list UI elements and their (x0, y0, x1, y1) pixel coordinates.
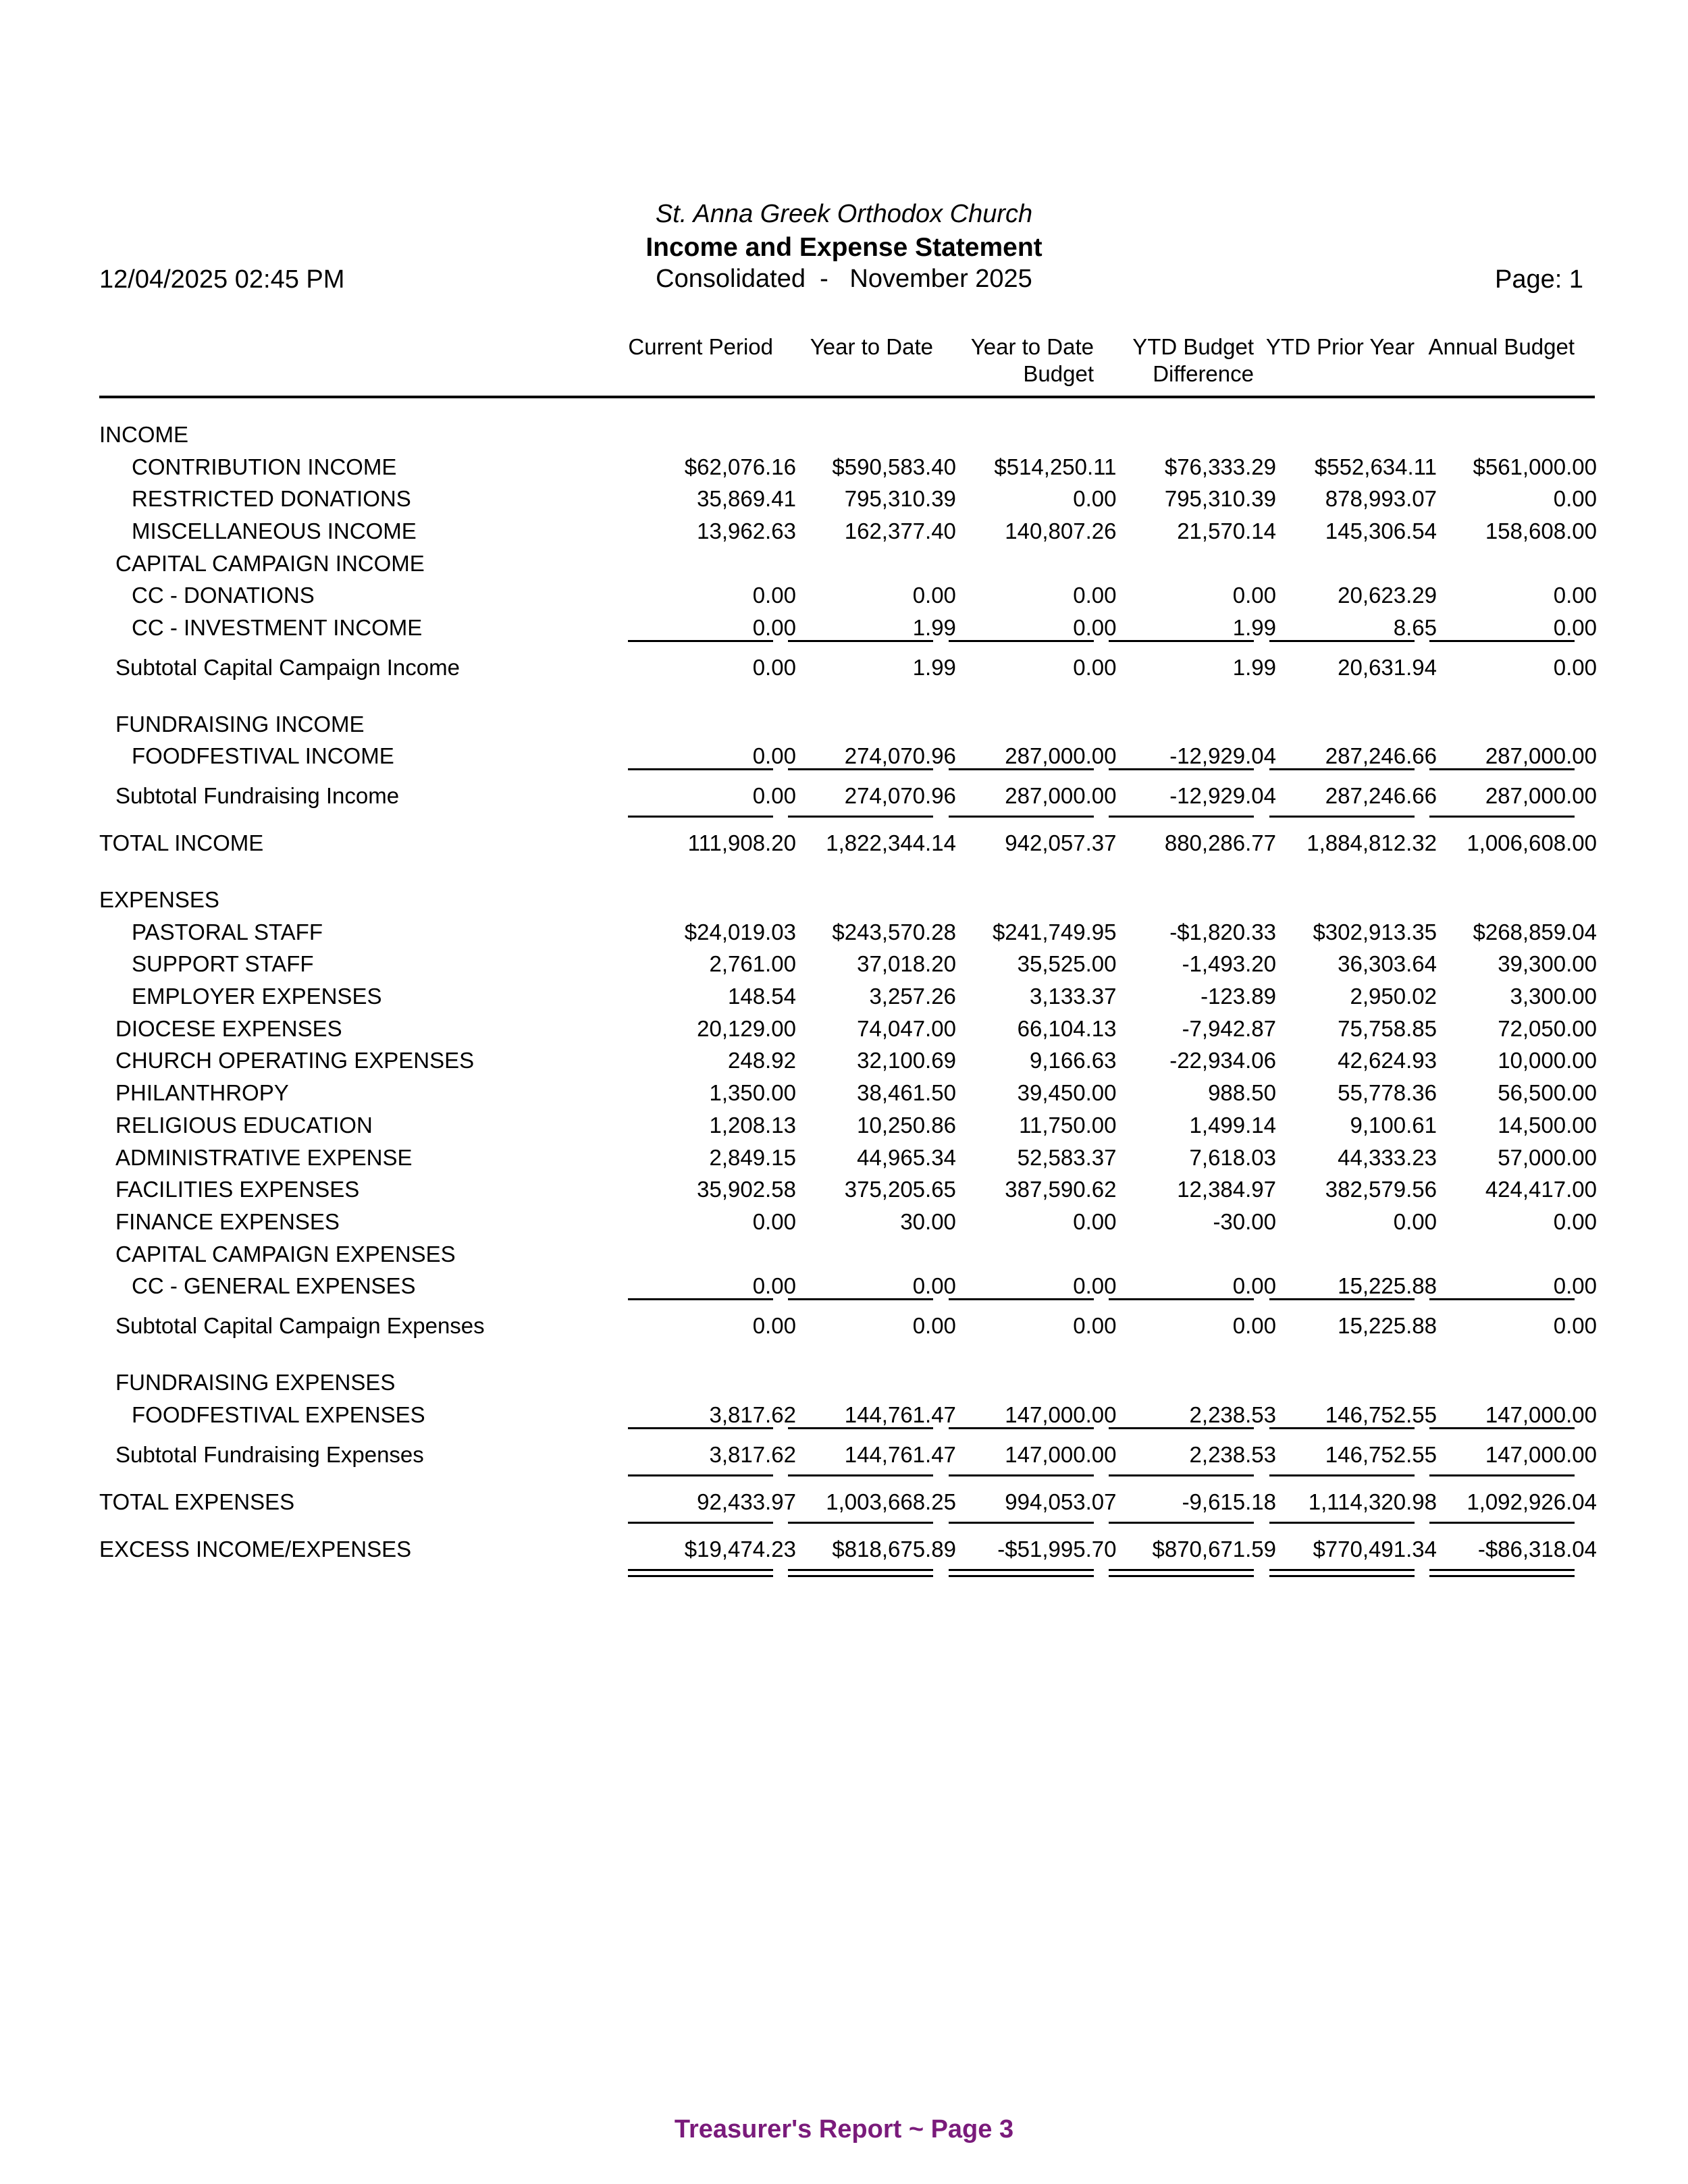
amount-cell: $62,076.16 (684, 454, 796, 479)
amount-cell: 387,590.62 (1005, 1177, 1117, 1202)
amount-cell: 12,384.97 (1177, 1177, 1277, 1202)
amount-cell (1438, 548, 1598, 580)
amount-cell (1277, 419, 1438, 451)
amount-cell (957, 691, 1118, 708)
column-header (810, 334, 933, 361)
amount-cell: 1,208.13 (709, 1112, 796, 1138)
row-label: MISCELLANEOUS INCOME (132, 518, 417, 543)
amount-cell: 148.54 (728, 984, 796, 1009)
column-header-line: Year to Date (970, 334, 1094, 359)
statement-row (99, 820, 1598, 867)
amount-cell: 0.00 (752, 614, 796, 640)
amount-cell: $268,859.04 (1473, 919, 1597, 944)
row-label: SUPPORT STAFF (132, 951, 314, 977)
amount-cell (957, 1350, 1118, 1366)
amount-cell (657, 884, 797, 916)
amount-cell: 2,761.00 (709, 951, 796, 977)
amount-cell (797, 548, 957, 580)
amount-cell (1438, 691, 1598, 708)
amount-cell: 147,000.00 (1485, 1402, 1597, 1427)
amount-cell: 55,778.36 (1338, 1080, 1437, 1106)
statement-row (99, 1206, 1598, 1238)
row-label: CAPITAL CAMPAIGN EXPENSES (115, 1241, 456, 1267)
amount-cell: -22,934.06 (1169, 1048, 1277, 1073)
amount-cell: 147,000.00 (1485, 1441, 1597, 1467)
amount-cell: $24,019.03 (684, 919, 796, 944)
amount-cell: 10,000.00 (1498, 1048, 1597, 1073)
amount-cell: $870,671.59 (1152, 1536, 1277, 1562)
row-label: Subtotal Capital Campaign Expenses (115, 1313, 485, 1339)
row-label: EXCESS INCOME/EXPENSES (99, 1536, 412, 1562)
amount-cell: 0.00 (1073, 583, 1117, 608)
amount-cell: 144,761.47 (844, 1402, 956, 1427)
statement-row (99, 708, 1598, 741)
amount-cell: -12,929.04 (1169, 743, 1277, 769)
amount-cell: 9,100.61 (1350, 1112, 1437, 1138)
statement-row (99, 949, 1598, 981)
amount-cell (657, 548, 797, 580)
amount-cell: 30.00 (900, 1208, 956, 1234)
statement-row (99, 1238, 1598, 1271)
amount-cell (1277, 691, 1438, 708)
amount-cell: 13,962.63 (697, 518, 796, 543)
amount-cell: 3,817.62 (709, 1441, 796, 1467)
amount-cell: 0.00 (752, 1313, 796, 1339)
amount-cell (1438, 1366, 1598, 1399)
row-label (99, 691, 657, 708)
amount-cell: 0.00 (912, 1313, 956, 1339)
row-label: FUNDRAISING EXPENSES (115, 1369, 396, 1395)
amount-cell: 795,310.39 (1164, 486, 1277, 512)
amount-cell: 0.00 (1553, 654, 1597, 680)
amount-cell: 424,417.00 (1485, 1177, 1597, 1202)
amount-cell (657, 1366, 797, 1399)
amount-cell: -$51,995.70 (997, 1536, 1117, 1562)
amount-cell: 146,752.55 (1325, 1402, 1437, 1427)
amount-cell: 2,950.02 (1350, 984, 1437, 1009)
amount-cell: 20,631.94 (1338, 654, 1437, 680)
amount-cell: 0.00 (1553, 583, 1597, 608)
amount-cell: 1.99 (1232, 654, 1277, 680)
amount-cell (657, 1238, 797, 1271)
amount-cell: 287,246.66 (1325, 743, 1437, 769)
amount-cell: 3,257.26 (869, 984, 956, 1009)
amount-cell: 382,579.56 (1325, 1177, 1437, 1202)
amount-cell: 0.00 (752, 783, 796, 809)
amount-cell: 2,238.53 (1189, 1402, 1277, 1427)
printed-timestamp: 12/04/2025 02:45 PM (99, 265, 345, 294)
amount-cell: 0.00 (1553, 1273, 1597, 1299)
amount-cell: 72,050.00 (1498, 1015, 1597, 1041)
column-header-line: Current Period (628, 334, 773, 359)
amount-cell (1438, 708, 1598, 741)
amount-cell: -9,615.18 (1182, 1489, 1277, 1514)
amount-cell: 147,000.00 (1005, 1402, 1117, 1427)
page-number: Page: 1 (1495, 265, 1583, 294)
amount-cell: 44,333.23 (1338, 1144, 1437, 1170)
amount-cell: 11,750.00 (1019, 1112, 1117, 1138)
column-header-line: Year to Date (810, 334, 933, 359)
statement-row (99, 1077, 1598, 1109)
amount-cell (1277, 1238, 1438, 1271)
amount-cell: 0.00 (1553, 614, 1597, 640)
amount-cell: 147,000.00 (1005, 1441, 1117, 1467)
amount-cell: $241,749.95 (992, 919, 1117, 944)
amount-cell: 0.00 (1232, 583, 1277, 608)
amount-cell: 2,849.15 (709, 1144, 796, 1170)
amount-cell: 92,433.97 (697, 1489, 796, 1514)
amount-cell: 1,499.14 (1189, 1112, 1277, 1138)
amount-cell (1438, 1350, 1598, 1366)
amount-cell (1277, 867, 1438, 884)
amount-cell: 44,965.34 (857, 1144, 956, 1170)
amount-cell: 0.00 (1073, 1313, 1117, 1339)
amount-cell (657, 708, 797, 741)
statement-row (99, 612, 1598, 644)
amount-cell: 287,246.66 (1325, 783, 1437, 809)
amount-cell: 8.65 (1393, 614, 1437, 640)
amount-cell: 66,104.13 (1017, 1015, 1117, 1041)
row-label: INCOME (99, 421, 188, 447)
amount-cell: -7,942.87 (1182, 1015, 1277, 1041)
statement-row (99, 1399, 1598, 1431)
amount-cell: 287,000.00 (1485, 743, 1597, 769)
row-label: CAPITAL CAMPAIGN INCOME (115, 550, 425, 576)
amount-cell: $552,634.11 (1314, 454, 1437, 479)
statement-row (99, 483, 1598, 515)
statement-row (99, 884, 1598, 916)
statement-row (99, 1366, 1598, 1399)
footer-text: Treasurer's Report ~ Page 3 (674, 2115, 1014, 2143)
amount-cell: 144,761.47 (844, 1441, 956, 1467)
amount-cell (1438, 1238, 1598, 1271)
amount-cell (1438, 419, 1598, 451)
column-header-line: Difference (1153, 361, 1254, 386)
amount-cell: 15,225.88 (1338, 1273, 1437, 1299)
amount-cell (1438, 884, 1598, 916)
amount-cell: $561,000.00 (1473, 454, 1597, 479)
amount-cell: 0.00 (752, 743, 796, 769)
amount-cell: $19,474.23 (684, 1536, 796, 1562)
amount-cell: 1.99 (1232, 614, 1277, 640)
amount-cell (1277, 884, 1438, 916)
statement-row (99, 1526, 1598, 1573)
amount-cell (797, 419, 957, 451)
statement-row (99, 1013, 1598, 1045)
amount-cell (957, 548, 1118, 580)
amount-cell: 145,306.54 (1325, 518, 1437, 543)
row-label (99, 1350, 657, 1366)
amount-cell: 287,000.00 (1005, 783, 1117, 809)
row-label: RESTRICTED DONATIONS (132, 486, 411, 512)
row-label: CC - GENERAL EXPENSES (132, 1273, 416, 1299)
column-header (1266, 334, 1415, 361)
amount-cell: -$86,318.04 (1477, 1536, 1597, 1562)
column-header-line: Annual Budget (1428, 334, 1575, 359)
amount-cell (797, 884, 957, 916)
amount-cell: 3,817.62 (709, 1402, 796, 1427)
amount-cell: 375,205.65 (844, 1177, 956, 1202)
amount-cell (657, 419, 797, 451)
statement-row (99, 1109, 1598, 1142)
amount-cell: 0.00 (752, 654, 796, 680)
amount-cell: 146,752.55 (1325, 1441, 1437, 1467)
statement-row (99, 579, 1598, 612)
amount-cell: 0.00 (1073, 1273, 1117, 1299)
amount-cell: 0.00 (1232, 1313, 1277, 1339)
amount-cell: -30.00 (1213, 1208, 1277, 1234)
statement-row (99, 1350, 1598, 1366)
row-label: RELIGIOUS EDUCATION (115, 1112, 373, 1138)
statement-table (99, 419, 1598, 1573)
amount-cell: 1.99 (912, 654, 956, 680)
statement-row (99, 548, 1598, 580)
amount-cell: $243,570.28 (832, 919, 956, 944)
amount-cell: 38,461.50 (857, 1080, 956, 1106)
amount-cell: 32,100.69 (857, 1048, 956, 1073)
row-label: DIOCESE EXPENSES (115, 1015, 342, 1041)
organization-name: St. Anna Greek Orthodox Church (655, 200, 1033, 228)
amount-cell: 57,000.00 (1498, 1144, 1597, 1170)
row-label: CONTRIBUTION INCOME (132, 454, 397, 479)
amount-cell: 1,822,344.14 (826, 830, 956, 856)
row-label: CC - DONATIONS (132, 583, 315, 608)
amount-cell (797, 708, 957, 741)
report-subtitle: Consolidated - November 2025 (656, 265, 1032, 293)
amount-cell: 0.00 (1232, 1273, 1277, 1299)
amount-cell: 0.00 (1073, 654, 1117, 680)
header-divider (99, 396, 1595, 398)
statement-row (99, 772, 1598, 820)
amount-cell: 795,310.39 (844, 486, 956, 512)
amount-cell: 1,006,608.00 (1467, 830, 1597, 856)
amount-cell (957, 867, 1118, 884)
amount-cell: 880,286.77 (1164, 830, 1277, 856)
report-title: Income and Expense Statement (645, 233, 1043, 262)
amount-cell: 0.00 (1553, 1208, 1597, 1234)
amount-cell: $302,913.35 (1313, 919, 1437, 944)
amount-cell (1117, 884, 1277, 916)
statement-row (99, 1479, 1598, 1526)
amount-cell (657, 691, 797, 708)
amount-cell: -1,493.20 (1182, 951, 1277, 977)
amount-cell: 994,053.07 (1005, 1489, 1117, 1514)
statement-row (99, 1302, 1598, 1350)
row-label: EMPLOYER EXPENSES (132, 984, 382, 1009)
amount-cell: 942,057.37 (1005, 830, 1117, 856)
amount-cell: 35,869.41 (697, 486, 796, 512)
amount-cell: 42,624.93 (1338, 1048, 1437, 1073)
amount-cell: 0.00 (912, 1273, 956, 1299)
amount-cell: -$1,820.33 (1169, 919, 1277, 944)
amount-cell (1117, 867, 1277, 884)
statement-row (99, 1431, 1598, 1479)
amount-cell (1117, 708, 1277, 741)
amount-cell: $590,583.40 (832, 454, 956, 479)
amount-cell: 20,623.29 (1338, 583, 1437, 608)
amount-cell (1117, 1350, 1277, 1366)
amount-cell: 0.00 (752, 1273, 796, 1299)
amount-cell: 14,500.00 (1498, 1112, 1597, 1138)
amount-cell: 1,350.00 (709, 1080, 796, 1106)
amount-cell (657, 1350, 797, 1366)
statement-row (99, 980, 1598, 1013)
amount-cell: 878,993.07 (1325, 486, 1437, 512)
amount-cell: 36,303.64 (1338, 951, 1437, 977)
amount-cell: 37,018.20 (857, 951, 956, 977)
amount-cell: 75,758.85 (1338, 1015, 1437, 1041)
row-label: FOODFESTIVAL EXPENSES (132, 1402, 425, 1427)
amount-cell: 3,133.37 (1029, 984, 1117, 1009)
amount-cell: 2,238.53 (1189, 1441, 1277, 1467)
amount-cell: 287,000.00 (1005, 743, 1117, 769)
amount-cell: 274,070.96 (844, 783, 956, 809)
row-label: Subtotal Capital Campaign Income (115, 654, 460, 680)
statement-row (99, 867, 1598, 884)
amount-cell (657, 867, 797, 884)
amount-cell: 988.50 (1208, 1080, 1277, 1106)
row-label: Subtotal Fundraising Expenses (115, 1441, 424, 1467)
statement-row (99, 916, 1598, 949)
statement-row (99, 515, 1598, 548)
row-label (99, 867, 657, 884)
amount-cell: 162,377.40 (844, 518, 956, 543)
amount-cell: 0.00 (1393, 1208, 1437, 1234)
amount-cell: 0.00 (1073, 1208, 1117, 1234)
statement-row (99, 1270, 1598, 1302)
column-header-line: YTD Budget (1132, 334, 1254, 359)
amount-cell (1277, 1366, 1438, 1399)
amount-cell (797, 1350, 957, 1366)
amount-cell: 1,092,926.04 (1467, 1489, 1597, 1514)
statement-row (99, 451, 1598, 483)
amount-cell: -123.89 (1201, 984, 1277, 1009)
column-header (971, 334, 1094, 388)
amount-cell (797, 691, 957, 708)
amount-cell: 0.00 (752, 583, 796, 608)
amount-cell (957, 708, 1118, 741)
amount-cell: 52,583.37 (1017, 1144, 1117, 1170)
amount-cell: 7,618.03 (1189, 1144, 1277, 1170)
statement-row (99, 691, 1598, 708)
row-label: PHILANTHROPY (115, 1080, 289, 1106)
amount-cell: 0.00 (1073, 486, 1117, 512)
amount-cell: 56,500.00 (1498, 1080, 1597, 1106)
amount-cell: 1,114,320.98 (1308, 1489, 1437, 1514)
statement-row (99, 644, 1598, 691)
column-header-line: Budget (1023, 361, 1094, 386)
amount-cell: $770,491.34 (1313, 1536, 1437, 1562)
amount-cell (797, 867, 957, 884)
amount-cell: 1,884,812.32 (1307, 830, 1437, 856)
amount-cell: 20,129.00 (697, 1015, 796, 1041)
statement-row (99, 1142, 1598, 1174)
amount-cell (1117, 691, 1277, 708)
row-label: Subtotal Fundraising Income (115, 783, 400, 809)
row-label: EXPENSES (99, 887, 219, 913)
amount-cell (1117, 1238, 1277, 1271)
row-label: FINANCE EXPENSES (115, 1208, 340, 1234)
amount-cell (957, 1366, 1118, 1399)
amount-cell: 35,902.58 (697, 1177, 796, 1202)
amount-cell: 39,300.00 (1498, 951, 1597, 977)
amount-cell: 287,000.00 (1485, 783, 1597, 809)
amount-cell: 0.00 (752, 1208, 796, 1234)
amount-cell: 21,570.14 (1177, 518, 1277, 543)
statement-row (99, 741, 1598, 773)
amount-cell (957, 419, 1118, 451)
amount-cell: $818,675.89 (832, 1536, 956, 1562)
column-header (1132, 334, 1254, 388)
amount-cell: -12,929.04 (1169, 783, 1277, 809)
amount-cell (1277, 708, 1438, 741)
row-label: CHURCH OPERATING EXPENSES (115, 1048, 475, 1073)
amount-cell: 10,250.86 (857, 1112, 956, 1138)
amount-cell: 15,225.88 (1338, 1313, 1437, 1339)
column-header (1428, 334, 1575, 361)
row-label: PASTORAL STAFF (132, 919, 323, 944)
column-header-line: YTD Prior Year (1265, 334, 1415, 359)
amount-cell: 1.99 (912, 614, 956, 640)
amount-cell (1117, 419, 1277, 451)
amount-cell (957, 1238, 1118, 1271)
amount-cell: 0.00 (1553, 486, 1597, 512)
amount-cell: 111,908.20 (687, 830, 796, 856)
amount-cell: 9,166.63 (1029, 1048, 1117, 1073)
row-label: TOTAL EXPENSES (99, 1489, 295, 1514)
amount-cell (1117, 548, 1277, 580)
amount-cell: 35,525.00 (1017, 951, 1117, 977)
row-label: TOTAL INCOME (99, 830, 264, 856)
row-label: FACILITIES EXPENSES (115, 1177, 360, 1202)
amount-cell: 140,807.26 (1005, 518, 1117, 543)
amount-cell: 74,047.00 (857, 1015, 956, 1041)
row-label: FUNDRAISING INCOME (115, 711, 365, 737)
amount-cell: 1,003,668.25 (826, 1489, 956, 1514)
amount-cell: 0.00 (912, 583, 956, 608)
amount-cell: 0.00 (1553, 1313, 1597, 1339)
column-header (628, 334, 773, 361)
statement-row (99, 1173, 1598, 1206)
amount-cell: 39,450.00 (1017, 1080, 1117, 1106)
row-label: CC - INVESTMENT INCOME (132, 614, 423, 640)
amount-cell: 3,300.00 (1510, 984, 1597, 1009)
statement-row (99, 419, 1598, 451)
amount-cell (1438, 867, 1598, 884)
amount-cell (797, 1366, 957, 1399)
amount-cell (1117, 1366, 1277, 1399)
amount-cell: 248.92 (728, 1048, 796, 1073)
amount-cell: 0.00 (1073, 614, 1117, 640)
amount-cell (957, 884, 1118, 916)
amount-cell (1277, 548, 1438, 580)
row-label: FOODFESTIVAL INCOME (132, 743, 394, 769)
statement-row (99, 1045, 1598, 1077)
amount-cell (1277, 1350, 1438, 1366)
amount-cell: $514,250.11 (994, 454, 1117, 479)
amount-cell: 158,608.00 (1485, 518, 1597, 543)
row-label: ADMINISTRATIVE EXPENSE (115, 1144, 413, 1170)
amount-cell: $76,333.29 (1164, 454, 1277, 479)
amount-cell: 274,070.96 (844, 743, 956, 769)
amount-cell (797, 1238, 957, 1271)
